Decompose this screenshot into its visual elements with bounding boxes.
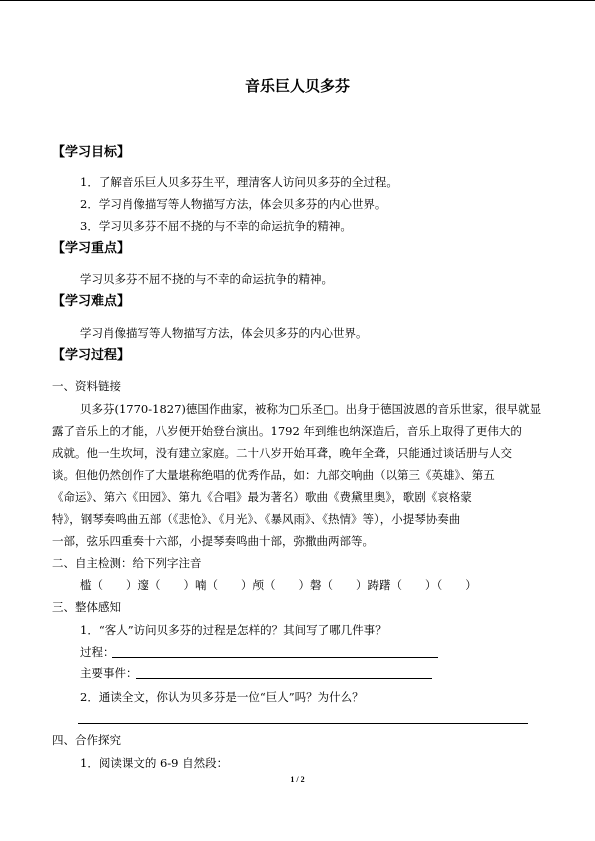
- bio-line: 贝多芬(1770-1827)德国作曲家，被称为□乐圣□。出身于德国波恩的音乐世家，很早就显: [80, 402, 542, 416]
- process-answer-line: [112, 657, 438, 658]
- events-label: 主要事件：: [80, 666, 138, 680]
- goal-item: 3．学习贝多芬不屈不挠的与不幸的命运抗争的精神。: [80, 219, 352, 233]
- difficulties-heading: 【学习难点】: [52, 294, 131, 309]
- page-title: 音乐巨人贝多芬: [244, 77, 350, 95]
- part4-question-1: 1．阅读课文的 6-9 自然段：: [80, 756, 229, 770]
- key-points-heading: 【学习重点】: [52, 241, 131, 256]
- question-2-answer-line: [78, 723, 528, 724]
- difficulties-text: 学习肖像描写等人物描写方法，体会贝多芬的内心世界。: [80, 326, 368, 340]
- goals-heading: 【学习目标】: [52, 145, 131, 160]
- page-top-rule: [0, 0, 595, 1]
- bio-line: 露了音乐上的才能，八岁便开始登台演出。1792 年到维也纳深造后，音乐上取得了更伟大的: [52, 424, 522, 438]
- goal-item: 1．了解音乐巨人贝多芬生平，理清客人访问贝多芬的全过程。: [80, 175, 398, 189]
- part1-heading: 一、资料链接: [52, 379, 121, 393]
- question-2: 2．通读全文，你认为贝多芬是一位“巨人”吗？为什么？: [80, 690, 364, 704]
- bio-line: 特》，钢琴奏鸣曲五部（《悲怆》、《月光》、《暴风雨》、《热情》等），小提琴协奏曲: [52, 512, 461, 526]
- part4-heading: 四、合作探究: [52, 733, 121, 747]
- process-label: 过程：: [80, 645, 115, 659]
- process-heading: 【学习过程】: [52, 348, 131, 363]
- part3-heading: 三、整体感知: [52, 600, 121, 614]
- question-1: 1．“客人”访问贝多芬的过程是怎样的？其间写了哪几件事？: [80, 623, 387, 637]
- bio-line: 谈。但他仍然创作了大量堪称绝唱的优秀作品，如：九部交响曲（以第三《英雄》、第五: [52, 468, 495, 482]
- part2-heading: 二、自主检测：给下列字注音: [52, 556, 202, 570]
- bio-line: 成就。他一生坎坷，没有建立家庭。二十八岁开始耳聋，晚年全聋，只能通过谈话册与人交: [52, 446, 512, 460]
- events-answer-line: [136, 678, 432, 679]
- pinyin-exercise-line: 槛（ ）邃（ ）喃（ ）颅（ ）磐（ ）踌躇（ ）（ ）: [80, 578, 477, 592]
- key-points-text: 学习贝多芬不屈不挠的与不幸的命运抗争的精神。: [80, 272, 333, 286]
- page-number: 1 / 2: [290, 775, 305, 784]
- bio-line: 一部，弦乐四重奏十六部，小提琴奏鸣曲十部，弥撒曲两部等。: [52, 534, 374, 548]
- goal-item: 2．学习肖像描写等人物描写方法，体会贝多芬的内心世界。: [80, 197, 387, 211]
- bio-line: 《命运》、第六《田园》、第九《合唱》最为著名）歌曲《费黛里奥》，歌剧《哀格蒙: [52, 490, 472, 504]
